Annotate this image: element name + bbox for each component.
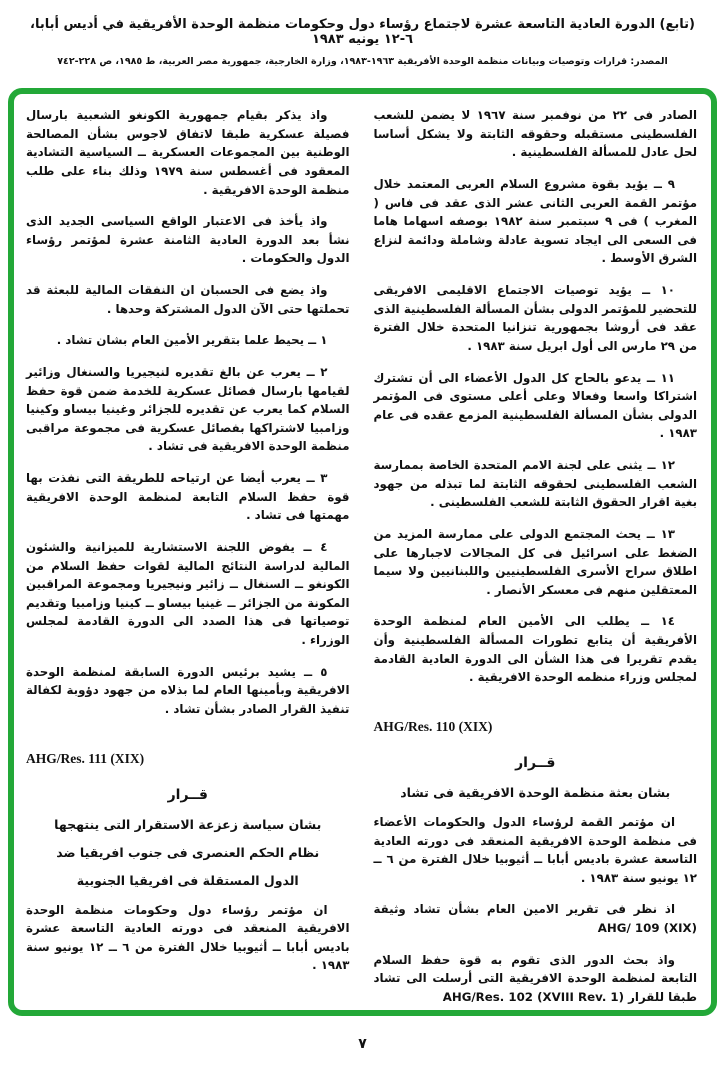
body-paragraph: ١ ــ يحيط علما بتقرير الأمين العام بشان تشاد . — [56, 333, 328, 348]
column-right — [373, 106, 698, 1004]
body-paragraph: ١٣ ــ يحث المجتمع الدولى على ممارسة المزيد من الضغط على اسرائيل فى كل المجالات لاجبارها على اطلاق سراح الأسرى الفلسطينيين واللبنانيين ولا سيما المعتقلين منهم فى معسكر الأنصار . — [373, 526, 697, 597]
body-paragraph: الصادر فى ٢٢ من نوفمبر سنة ١٩٦٧ لا يضمن للشعب الفلسطينى مستقبله وحقوقه الثابتة ولا يشكل أساسا لحل عادل للمسألة الفلسطينية . — [373, 108, 697, 160]
body-paragraph: ١٠ ــ يؤيد توصيات الاجتماع الاقليمى الافريقى للتحضير للمؤتمر الدولى بشأن المسألة الفلسطينية الذى عقد فى أروشا بجمهورية تنزانيا المتحدة خلال الفترة من ٢٩ مارس الى أول ابريل سنة ١٩٨٣ . — [373, 283, 697, 353]
body-paragraph: واذ يضع فى الحسبان ان النفقات المالية للبعثة قد تحملتها حتى الآن الدول المشتركة وحدها . — [26, 283, 350, 316]
body-paragraph: ٩ ــ يؤيد بقوة مشروع السلام العربى المعتمد خلال مؤتمر القمة العربى الثانى عشر الذى عقد فى فاس ( المغرب ) فى ٩ سبتمبر سنة ١٩٨٢ بوصفه اسهاما هاما فى السعى الى ايجاد تسوية عادلة وشاملة ودائمة لنزاع الشرق الأوسط . — [373, 176, 697, 266]
body-paragraph: اذ نظر فى تقرير الامين العام بشأن تشاد وثيقة AHG/ 109 (XIX) — [373, 902, 697, 935]
column-left — [26, 106, 350, 1000]
body-paragraph: ٤ ــ يفوض اللجنة الاستشارية للميزانية والشئون المالية لدراسة النتائج المالية لقوات حفظ السلام من الكونغو ــ السنغال ــ زائير ونيجيريا ومجموعة المراقبين المكونة من الجزائر ــ غينيا بيساو ــ كينيا وزامبيا وتقديم توصياتها فى هذا الصدد الى الدورة القادمة لمجلس الوزراء . — [26, 539, 350, 647]
resolution-heading: قــرار — [515, 754, 556, 771]
two-column-layout — [26, 106, 697, 1004]
body-paragraph: ١١ ــ يدعو بالحاح كل الدول الأعضاء الى أن تشترك اشتراكا واسعا وفعالا وعلى أعلى مستوى فى المؤتمر الدولى بشأن المسألة الفلسطينية المزمع عقده فى عام ١٩٨٣ . — [373, 370, 697, 441]
resolution-subheading: بشان سياسة زعزعة الاستقرار التى ينتهجها — [54, 816, 322, 832]
document-header — [0, 0, 725, 67]
body-paragraph: واذ يأخذ فى الاعتبار الواقع السياسى الجديد الذى نشأ بعد الدورة العادية الثامنة عشرة لمؤتمر رؤساء الدول والحكومات . — [26, 214, 350, 266]
body-paragraph: ان مؤتمر رؤساء دول وحكومات منظمة الوحدة الافريقية المنعقد فى دورته العادية التاسعة عشرة باديس أبابا ــ أثيوبيا خلال الفترة من ٦ ــ ١٢ يونيو سنة ١٩٨٣ . — [26, 902, 350, 973]
header-title: (تابع) الدورة العادية التاسعة عشرة لاجتماع رؤساء دول وحكومات منظمة الوحدة الأفريقية في أديس أبابا، ٦-١٢ يونيه ١٩٨٣ — [30, 17, 695, 47]
body-paragraph: واذ بحث الدور الذى تقوم به قوة حفظ السلام التابعة لمنظمة الوحدة الافريقية التى أرسلت الى تشاد طبقا للقرار AHG/Res. 102 (XVIII Rev. 1) — [373, 952, 697, 1004]
resolution-subheading: الدول المستقلة فى افريقيا الجنوبية — [76, 872, 299, 888]
body-paragraph: ١٤ ــ يطلب الى الأمين العام لمنظمة الوحدة الأفريقية أن يتابع تطورات المسألة الفلسطينية وأن يقدم تقريرا فى هذا الشأن الى الدورة العادية القادمة لمجلس وزراء منظمه الوحدة الافريقية . — [373, 614, 697, 685]
body-paragraph: واذ يذكر بقيام جمهورية الكونغو الشعبية بارسال فصيلة عسكرية طبقا لاتفاق لاجوس بشأن المصالحة الوطنية بين المجموعات العسكرية ــ السياسية التشادية المعقود فى أغسطس سنة ١٩٧٩ وذلك بناء على طلب منظمة الوحدة الافريقية . — [26, 108, 350, 197]
resolution-subheading: نظام الحكم العنصرى فى جنوب افريقيا ضد — [56, 844, 320, 860]
resolution-heading: قــرار — [167, 786, 208, 803]
page-number: ٧ — [358, 1036, 367, 1052]
body-paragraph: ان مؤتمر القمة لرؤساء الدول والحكومات الأعضاء فى منظمة الوحدة الافريقية المنعقد فى دورته العادية التاسعة عشرة باديس أبابا ــ أثيوبيا خلال الفترة من ٦ ــ ١٢ يونيو سنة ١٩٨٣ . — [373, 814, 697, 885]
resolution-reference: AHG/Res. 111 (XIX) — [26, 750, 145, 766]
header-source-note: المصدر: قرارات وتوصيات وبيانات منظمة الوحدة الأفريقية ١٩٦٣-١٩٨٣، وزارة الخارجية، جمهورية مصر العربية، ط ١٩٨٥، ص ٢٢٨-٧٤٢ — [57, 56, 668, 67]
content-frame — [8, 88, 717, 1016]
body-paragraph: ٥ ــ يشيد برئيس الدورة السابقة لمنظمة الوحدة الافريقية وبأمينها العام لما بذلاه من جهود دؤوبة لكفالة تنفيذ القرار الصادر بشأن تشاد . — [26, 664, 350, 716]
resolution-subheading: بشان بعثة منظمة الوحدة الافريقية فى تشاد — [400, 784, 671, 800]
body-paragraph: ٣ ــ يعرب أيضا عن ارتياحه للطريقة التى نفذت بها قوة حفظ السلام التابعة لمنظمة الوحدة الافريقية مهمتها فى تشاد . — [26, 471, 350, 523]
body-paragraph: ١٢ ــ يثنى على لجنة الامم المتحدة الخاصة بممارسة الشعب الفلسطينى لحقوقه الثابتة لما تبذله من جهود بغية اقرار الحقوق الثابتة للشعب الفلسطينى . — [373, 458, 697, 510]
body-paragraph: ٢ ــ يعرب عن بالغ تقديره لنيجيريا والسنغال وزائير لقيامها بارسال فصائل عسكرية للخدمة ضمن قوة حفظ السلام كما يعرب عن تقديره للجزائر وغينيا بيساو وكينيا وزامبيا لاشتراكها بفصائل عسكرية فى مجموعة مراقبى منظمة الوحدة الافريقية فى تشاد . — [26, 364, 350, 454]
resolution-reference: AHG/Res. 110 (XIX) — [373, 718, 493, 734]
